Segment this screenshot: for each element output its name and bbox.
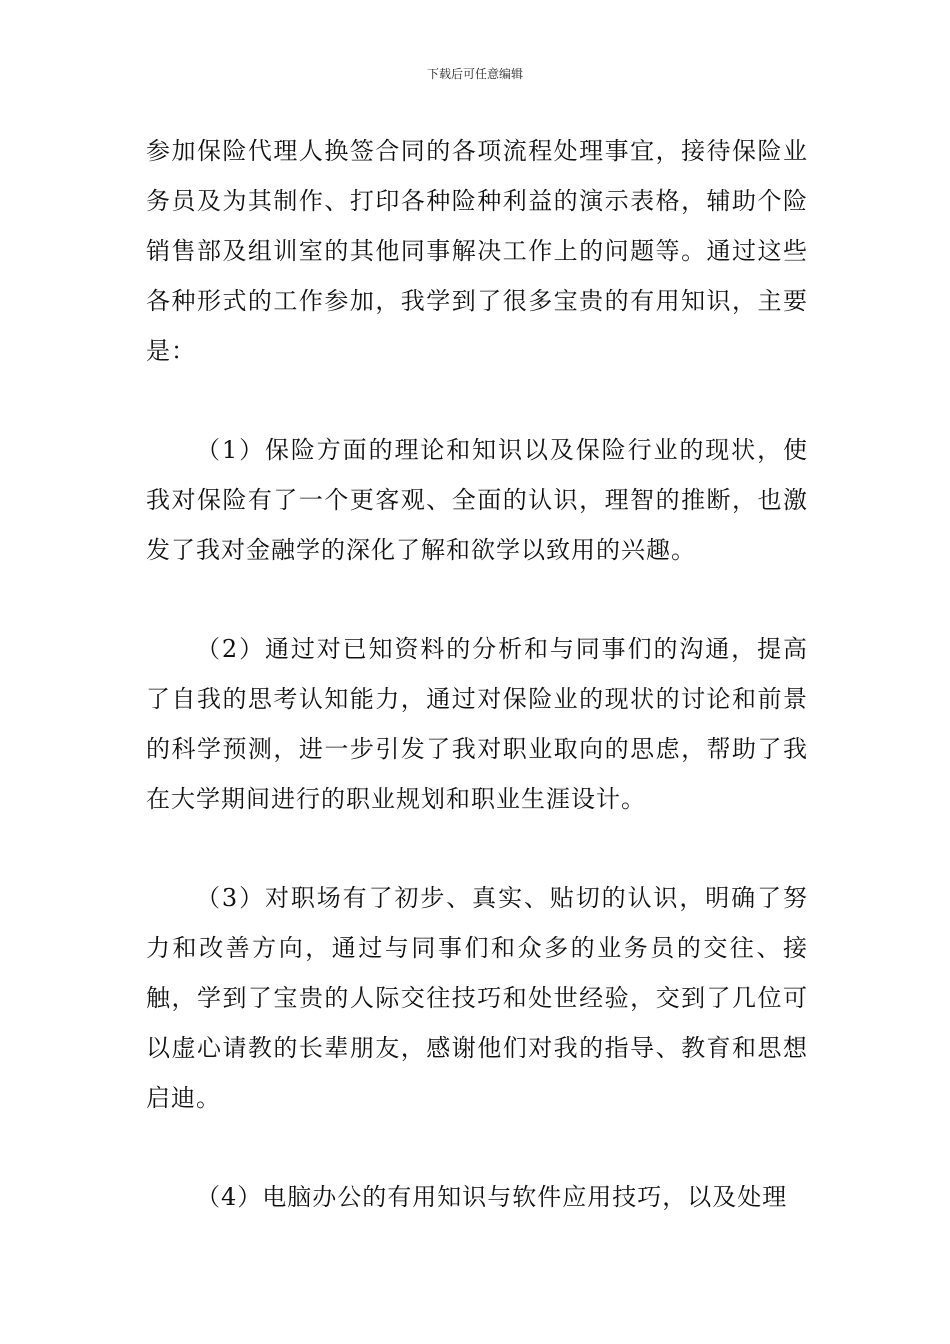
paragraph-gap xyxy=(146,575,808,624)
paragraph-gap xyxy=(146,824,808,873)
paragraph-item-3: （3）对职场有了初步、真实、贴切的认识，明确了努力和改善方向，通过与同事们和众多的业务员的交往、接触，学到了宝贵的人际交往技巧和处世经验，交到了几位可以虚心请教的长辈朋友，感谢他们对我的指导、教育和思想启迪。 xyxy=(146,884,808,1112)
page-header: 下载后可任意编辑 xyxy=(426,67,523,81)
paragraph-item-2: （2）通过对已知资料的分析和与同事们的沟通，提高了自我的思考认知能力，通过对保险业的现状的讨论和前景的科学预测，进一步引发了我对职业取向的思虑，帮助了我在大学期间进行的职业规划和职业生涯设计。 xyxy=(146,635,808,813)
document-body xyxy=(146,126,808,1222)
paragraph-gap xyxy=(146,1123,808,1172)
paragraph-intro: 参加保险代理人换签合同的各项流程处理事宜，接待保险业务员及为其制作、打印各种险种利益的演示表格，辅助个险销售部及组训室的其他同事解决工作上的问题等。通过这些各种形式的工作参加，我学到了很多宝贵的有用知识，主要是： xyxy=(146,137,808,365)
paragraph-item-1: （1）保险方面的理论和知识以及保险行业的现状，使我对保险有了一个更客观、全面的认识，理智的推断，也激发了我对金融学的深化了解和欲学以致用的兴趣。 xyxy=(146,436,808,564)
paragraph-item-4: （4）电脑办公的有用知识与软件应用技巧，以及处理 xyxy=(196,1183,788,1211)
paragraph-gap xyxy=(146,376,808,425)
